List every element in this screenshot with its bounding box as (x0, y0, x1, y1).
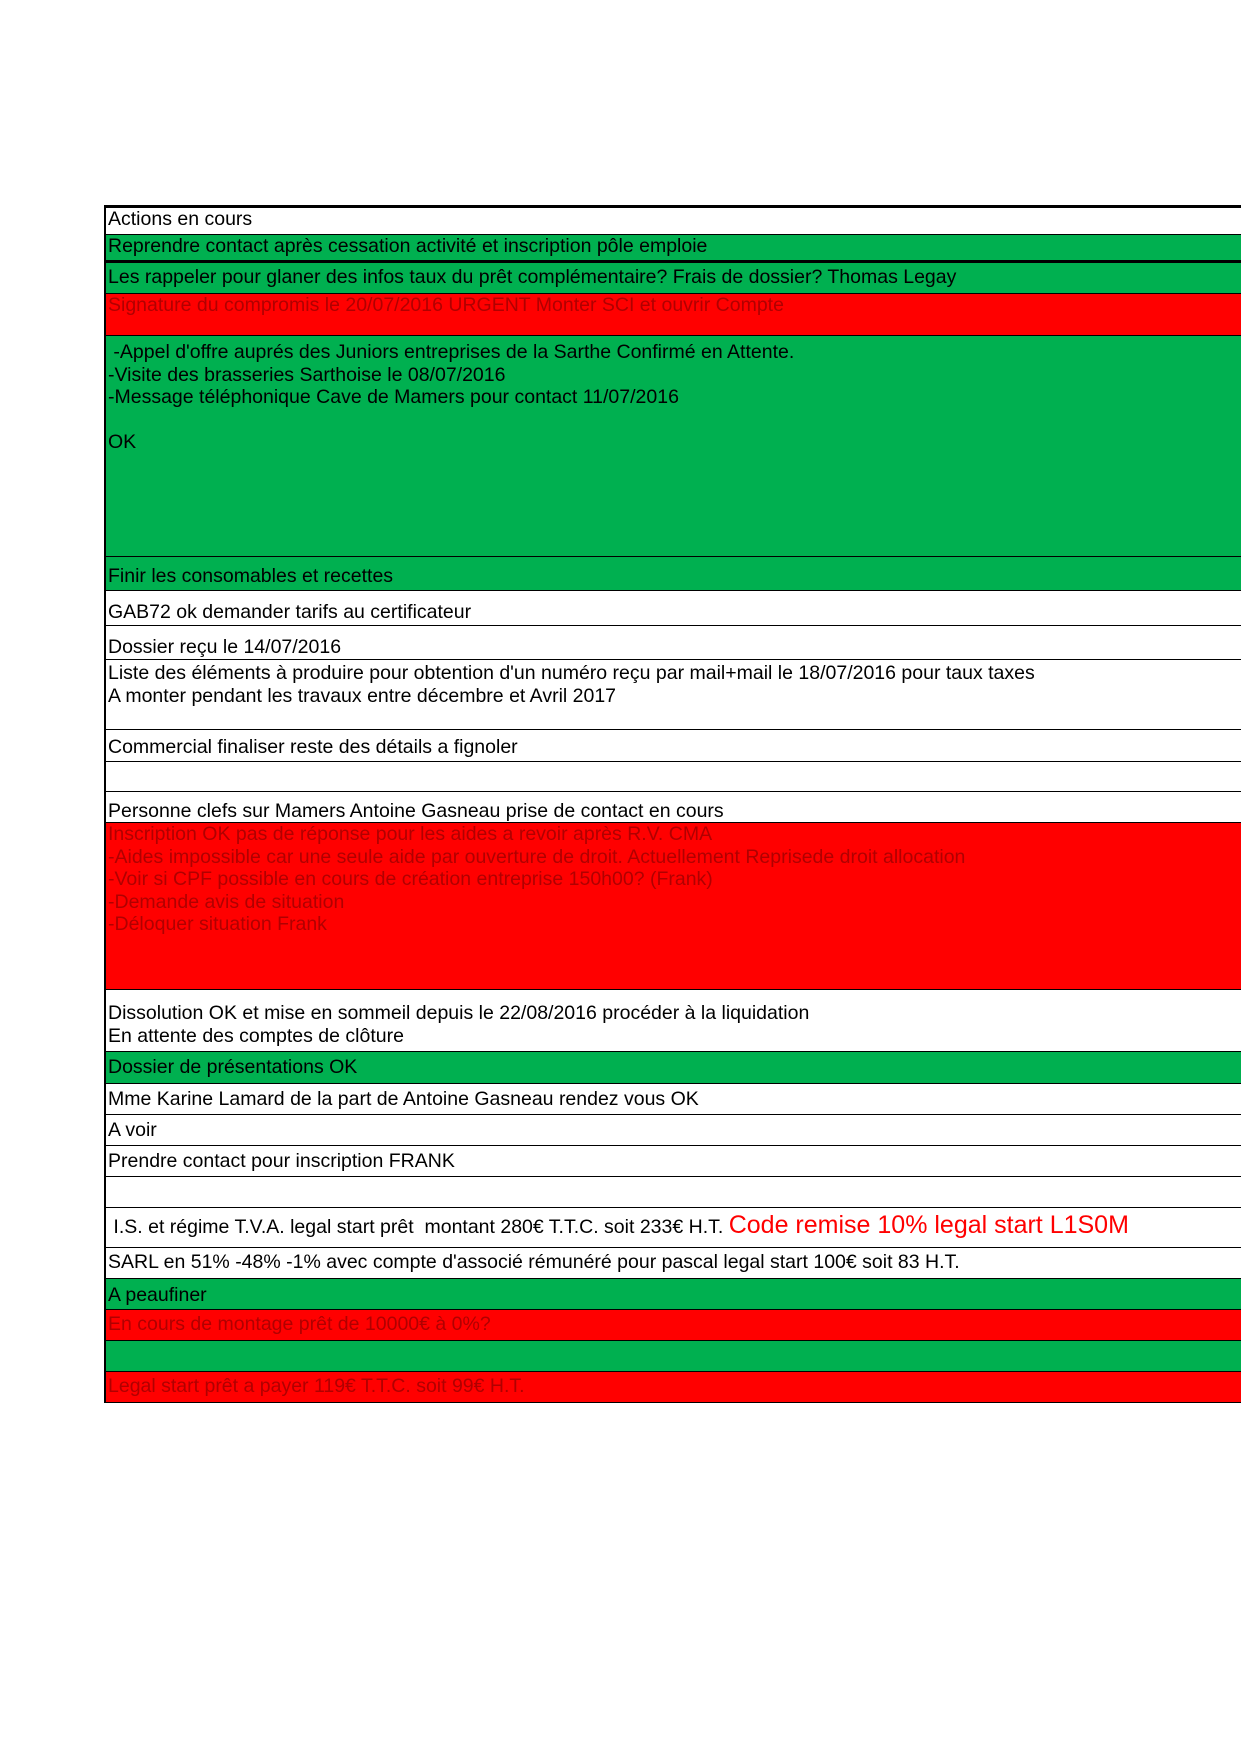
cell-text: A voir (108, 1119, 157, 1141)
table-row (106, 1279, 1241, 1310)
table-row (106, 1341, 1241, 1372)
cell-text: A peaufiner (108, 1284, 207, 1306)
table-row (106, 762, 1241, 792)
cell-text: Les rappeler pour glaner des infos taux du prêt complémentaire? Frais de dossier? Thomas Legay (108, 266, 957, 288)
cell-text: Dissolution OK et mise en sommeil depuis le 22/08/2016 procéder à la liquidation (108, 1002, 810, 1024)
table-row (106, 1248, 1241, 1279)
cell-text: Reprendre contact après cessation activité et inscription pôle emploie (108, 235, 708, 257)
table-row (106, 730, 1241, 762)
table-row (106, 336, 1241, 557)
header-row (106, 208, 1241, 235)
cell-text (108, 409, 1241, 432)
cell-text (108, 1341, 1241, 1364)
cell-text: -Appel d'offre auprés des Juniors entreprises de la Sarthe Confirmé en Attente. (108, 341, 795, 363)
table-row (106, 263, 1241, 294)
cell-text: Legal start prêt a payer 119€ T.T.C. soit 99€ H.T. (108, 1375, 525, 1397)
discount-code-note: Code remise 10% legal start L1S0M (728, 1211, 1129, 1239)
table-row (106, 1052, 1241, 1084)
table-row (106, 1177, 1241, 1208)
table-row (106, 823, 1241, 990)
cell-text: -Visite des brasseries Sarthoise le 08/07/2016 (108, 363, 506, 386)
table-row (106, 1115, 1241, 1146)
cell-text: I.S. et régime T.V.A. legal start prêt montant 280€ T.T.C. soit 233€ H.T. (108, 1216, 729, 1238)
cell-text: A monter pendant les travaux entre décembre et Avril 2017 (108, 684, 617, 707)
cell-text: -Déloquer situation Frank (108, 913, 327, 935)
header-label: Actions en cours (108, 208, 253, 230)
action-sheet (104, 205, 1241, 1403)
cell-text: -Aides impossible car une seule aide par ouverture de droit. Actuellement Reprisede droit allocation (108, 845, 966, 868)
table-row (106, 1084, 1241, 1115)
table-row (106, 235, 1241, 263)
table-row (106, 294, 1241, 336)
cell-text: Mme Karine Lamard de la part de Antoine Gasneau rendez vous OK (108, 1088, 699, 1110)
cell-text: OK (108, 431, 137, 453)
cell-text: Dossier de présentations OK (108, 1056, 358, 1078)
table-row (106, 1208, 1241, 1248)
table-row (106, 660, 1241, 730)
table-row (106, 1372, 1241, 1403)
cell-text: Prendre contact pour inscription FRANK (108, 1150, 455, 1172)
cell-text: Dossier reçu le 14/07/2016 (108, 636, 342, 658)
cell-text: Liste des éléments à produire pour obtention d'un numéro reçu par mail+mail le 18/07/2016 pour taux taxes (108, 662, 1035, 684)
cell-text: GAB72 ok demander tarifs au certificateur (108, 601, 472, 623)
cell-text: En attente des comptes de clôture (108, 1024, 404, 1047)
table-row (106, 990, 1241, 1052)
cell-text: -Demande avis de situation (108, 890, 345, 913)
cell-text (108, 762, 1241, 785)
table-row (106, 1310, 1241, 1341)
cell-text: Finir les consomables et recettes (108, 565, 394, 587)
table-row (106, 591, 1241, 626)
cell-text: Signature du compromis le 20/07/2016 URGENT Monter SCI et ouvrir Compte (108, 294, 784, 316)
cell-text: -Voir si CPF possible en cours de création entreprise 150h00? (Frank) (108, 868, 713, 890)
table-row (106, 557, 1241, 591)
cell-text: -Message téléphonique Cave de Mamers pour contact 11/07/2016 (108, 386, 679, 408)
cell-text: En cours de montage prêt de 10000€ à 0%? (108, 1313, 491, 1335)
cell-text: Personne clefs sur Mamers Antoine Gasneau prise de contact en cours (108, 800, 724, 822)
cell-text (108, 1177, 1241, 1200)
cell-text: Commercial finaliser reste des détails a fignoler (108, 736, 518, 758)
cell-text: SARL en 51% -48% -1% avec compte d'associé rémunéré pour pascal legal start 100€ soit 83 H.T. (108, 1251, 960, 1273)
cell-text: Inscription OK pas de réponse pour les aides a revoir après R.V. CMA (108, 823, 713, 845)
table-row (106, 1146, 1241, 1177)
table-row (106, 792, 1241, 823)
table-row (106, 626, 1241, 660)
